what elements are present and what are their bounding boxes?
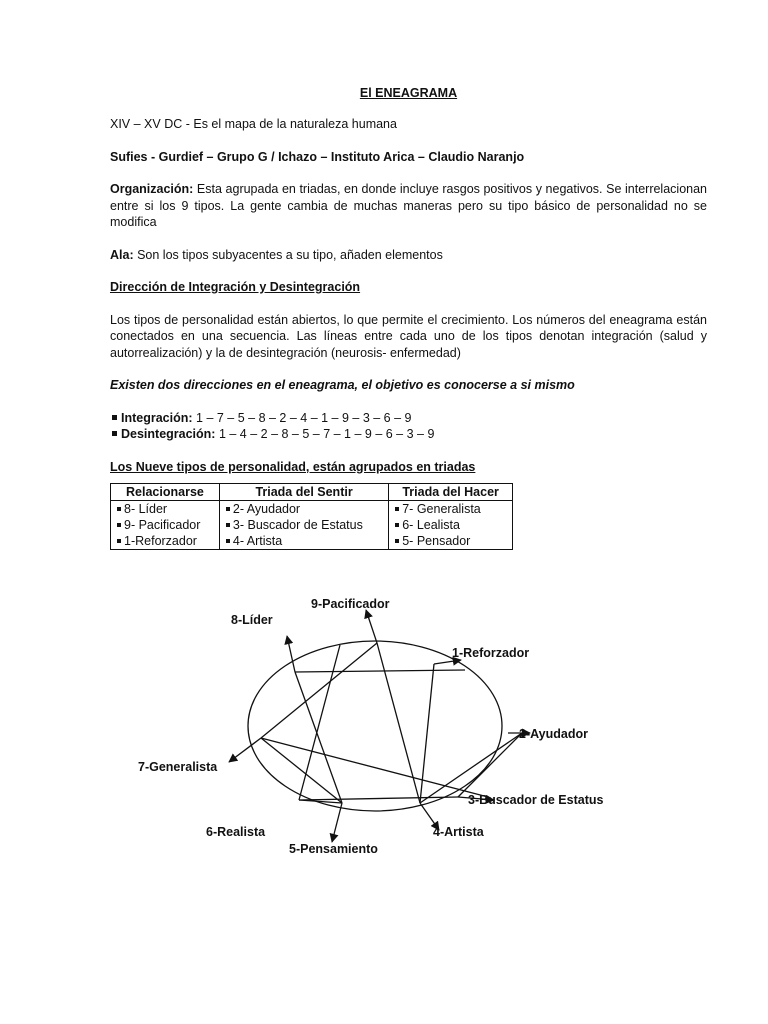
bullet-square-icon <box>226 507 230 511</box>
bullet-square-icon <box>112 415 117 420</box>
arrow-to-7 <box>229 738 261 762</box>
list-item-label: 5- Pensador <box>402 534 471 548</box>
table-header-row <box>111 484 513 501</box>
integration-label: Integración: <box>121 410 193 425</box>
list-item <box>226 533 382 549</box>
list-item <box>395 501 506 517</box>
table-cell-hacer <box>389 501 513 550</box>
arrow-to-9 <box>366 610 377 643</box>
list-item <box>226 501 382 517</box>
list-item <box>117 533 213 549</box>
list-item <box>226 517 382 533</box>
direction-italic-line: Existen dos direcciones en el eneagrama, el objetivo es conocerse a si mismo <box>110 378 575 392</box>
list-item <box>117 517 213 533</box>
list-item-label: 6- Lealista <box>402 518 460 532</box>
type-9-label: 9-Pacificador <box>311 597 390 611</box>
table-header-cell: Triada del Sentir <box>219 484 388 501</box>
sequence-list <box>110 410 707 443</box>
bullet-square-icon <box>226 539 230 543</box>
bullet-square-icon <box>395 539 399 543</box>
arrow-to-5 <box>332 803 342 842</box>
bullet-square-icon <box>117 539 121 543</box>
organization-paragraph <box>110 181 707 231</box>
triads-table <box>110 483 513 550</box>
list-item-label: 1-Reforzador <box>124 534 197 548</box>
list-item-label: 7- Generalista <box>402 502 481 516</box>
bullet-square-icon <box>117 507 121 511</box>
type-2-label: 2-Ayudador <box>519 727 588 741</box>
list-item-label: 8- Líder <box>124 502 168 516</box>
bullet-square-icon <box>395 507 399 511</box>
table-row <box>111 501 513 550</box>
table-cell-relacionarse <box>111 501 220 550</box>
arrow-to-8 <box>287 636 295 672</box>
list-item-label: 4- Artista <box>232 534 283 548</box>
type-4-label: 4-Artista <box>433 825 484 839</box>
line-3-2 <box>458 733 522 797</box>
list-item <box>395 533 506 549</box>
list-item-label: 9- Pacificador <box>124 518 201 532</box>
ala-text: Son los tipos subyacentes a su tipo, añaden elementos <box>133 247 443 262</box>
direction-heading: Dirección de Integración y Desintegración <box>110 280 361 294</box>
bullet-square-icon <box>226 523 230 527</box>
bullet-square-icon <box>112 431 117 436</box>
table-header-cell: Relacionarse <box>111 484 220 501</box>
type-1-label: 1-Reforzador <box>452 646 530 660</box>
enneagram-circle <box>248 641 502 811</box>
nine-types-heading: Los Nueve tipos de personalidad, están agrupados en triadas <box>110 459 476 474</box>
organization-label: Organización: <box>110 182 194 196</box>
page-title: El ENEAGRAMA <box>359 86 458 100</box>
list-item-label: 3- Buscador de Estatus <box>232 518 363 532</box>
list-item-label: 2- Ayudador <box>232 502 301 516</box>
disintegration-item <box>110 426 707 443</box>
type-5-label: 5-Pensamiento <box>289 842 378 856</box>
bullet-square-icon <box>117 523 121 527</box>
ala-paragraph <box>110 247 707 264</box>
authors-line: Sufies - Gurdief – Grupo G / Ichazo – Instituto Arica – Claudio Naranjo <box>110 149 525 164</box>
direction-paragraph: Los tipos de personalidad están abiertos, lo que permite el crecimiento. Los números del eneagrama están conectados en una secuencia. Las líneas entre cada uno de los tipos denotan integración (salud y autorrealización) y la de desintegración (neurosis- enfermedad) <box>110 312 707 360</box>
intro-line: XIV – XV DC - Es el mapa de la naturaleza humana <box>110 117 397 131</box>
integration-item <box>110 410 707 427</box>
integration-sequence: 1 – 7 – 5 – 8 – 2 – 4 – 1 – 9 – 3 – 6 – 9 <box>192 410 412 425</box>
line-9-4 <box>377 643 420 803</box>
enneagram-lines <box>229 610 530 842</box>
organization-text: Esta agrupada en triadas, en donde incluye rasgos positivos y negativos. Se interrelacionan entre si los 9 tipos. La gente cambia de muchas maneras pero su tipo básico de personalidad no se modifica <box>110 182 707 229</box>
ala-label: Ala: <box>110 247 134 262</box>
enneagram-diagram <box>0 580 768 880</box>
line-6-3 <box>299 797 458 800</box>
type-6-label: 6-Realista <box>206 825 266 839</box>
list-item <box>395 517 506 533</box>
disintegration-sequence: 1 – 4 – 2 – 8 – 5 – 7 – 1 – 9 – 6 – 3 – 9 <box>215 427 435 441</box>
line-8-1 <box>295 670 465 672</box>
table-cell-sentir <box>219 501 388 550</box>
type-3-label: 3-Buscador de Estatus <box>468 793 604 807</box>
arrow-to-1 <box>434 660 461 664</box>
line-6-9 <box>299 645 340 800</box>
bullet-square-icon <box>395 523 399 527</box>
disintegration-label: Desintegración: <box>121 427 216 441</box>
document-page <box>110 86 707 550</box>
type-8-label: 8-Líder <box>231 613 273 627</box>
line-7-3 <box>261 738 488 797</box>
table-header-cell: Triada del Hacer <box>389 484 513 501</box>
list-item <box>117 501 213 517</box>
type-7-label: 7-Generalista <box>138 760 218 774</box>
